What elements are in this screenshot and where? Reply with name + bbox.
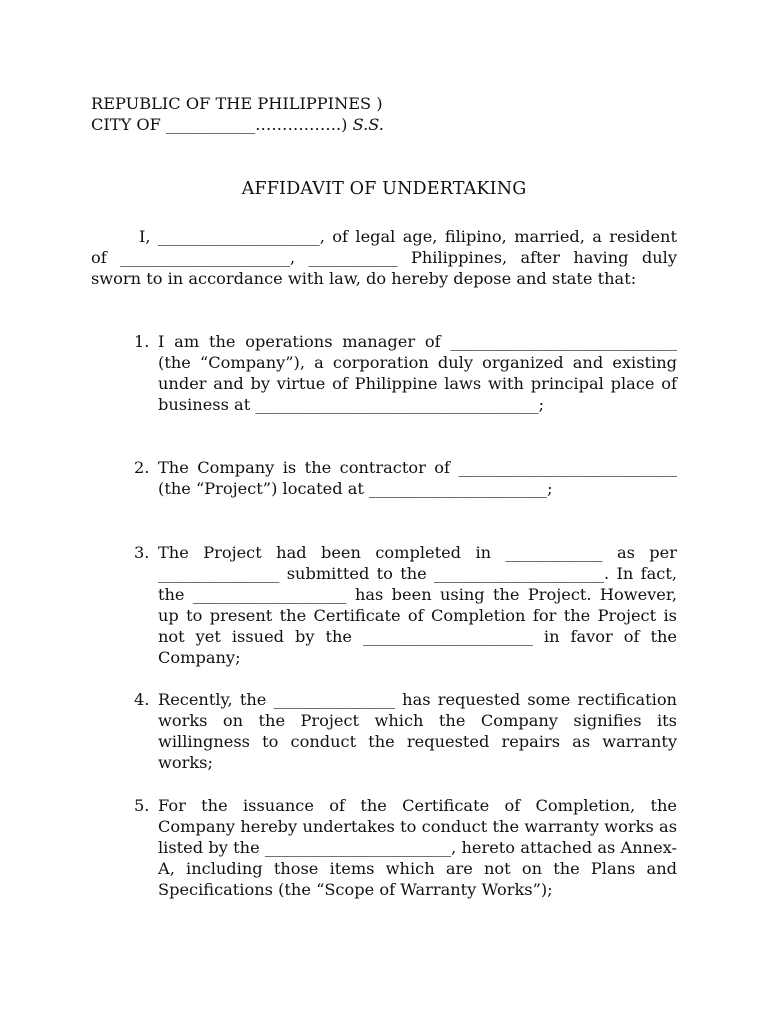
list-item-number: 4. [134, 690, 150, 709]
venue-country-line: REPUBLIC OF THE PHILIPPINES ) [91, 94, 383, 113]
venue-ss-text: S.S. [352, 115, 384, 134]
list-item-text: Recently, the _______________ has requested some rectification works on the Project which the Company signifies its willingness to conduct the requested repairs as warranty works; [158, 690, 677, 772]
list-item-1 [91, 331, 677, 415]
list-item-2 [91, 457, 677, 499]
venue-city-line [91, 114, 384, 135]
list-item-number: 1. [134, 332, 150, 351]
venue-city-text: CITY OF ___________…………….) [91, 115, 353, 134]
intro-paragraph: I, ____________________, of legal age, filipino, married, a resident of _____________________, ___________ Philippines, after having duly sworn to in accordance with law, do hereby depose and state that: [91, 227, 677, 288]
list-item-5 [91, 795, 677, 900]
list-item-3 [91, 542, 677, 668]
list-item-text: For the issuance of the Certificate of Completion, the Company hereby undertakes to conduct the warranty works as listed by the _______________________, hereto attached as Annex-A, including those items which are not on the Plans and Specifications (the “Scope of Warranty Works”); [158, 796, 677, 899]
list-item-number: 2. [134, 458, 150, 477]
list-item-number: 3. [134, 543, 150, 562]
list-item-text: I am the operations manager of ____________________________ (the “Company”), a corporation duly organized and existing under and by virtue of Philippine laws with principal place of business at ___________________________________; [158, 332, 677, 414]
list-item-number: 5. [134, 796, 150, 815]
venue-block [91, 93, 384, 135]
list-item-4 [91, 689, 677, 773]
document-title: AFFIDAVIT OF UNDERTAKING [241, 179, 527, 199]
list-item-text: The Project had been completed in ____________ as per _______________ submitted to the _____________________. In fact, the ___________________ has been using the Project. However, up to present the Certificate of Completion for the Project is not yet issued by the _____________________ in favor of the Company; [158, 543, 677, 667]
list-item-text: The Company is the contractor of ___________________________ (the “Project”) located at ______________________; [158, 458, 677, 498]
